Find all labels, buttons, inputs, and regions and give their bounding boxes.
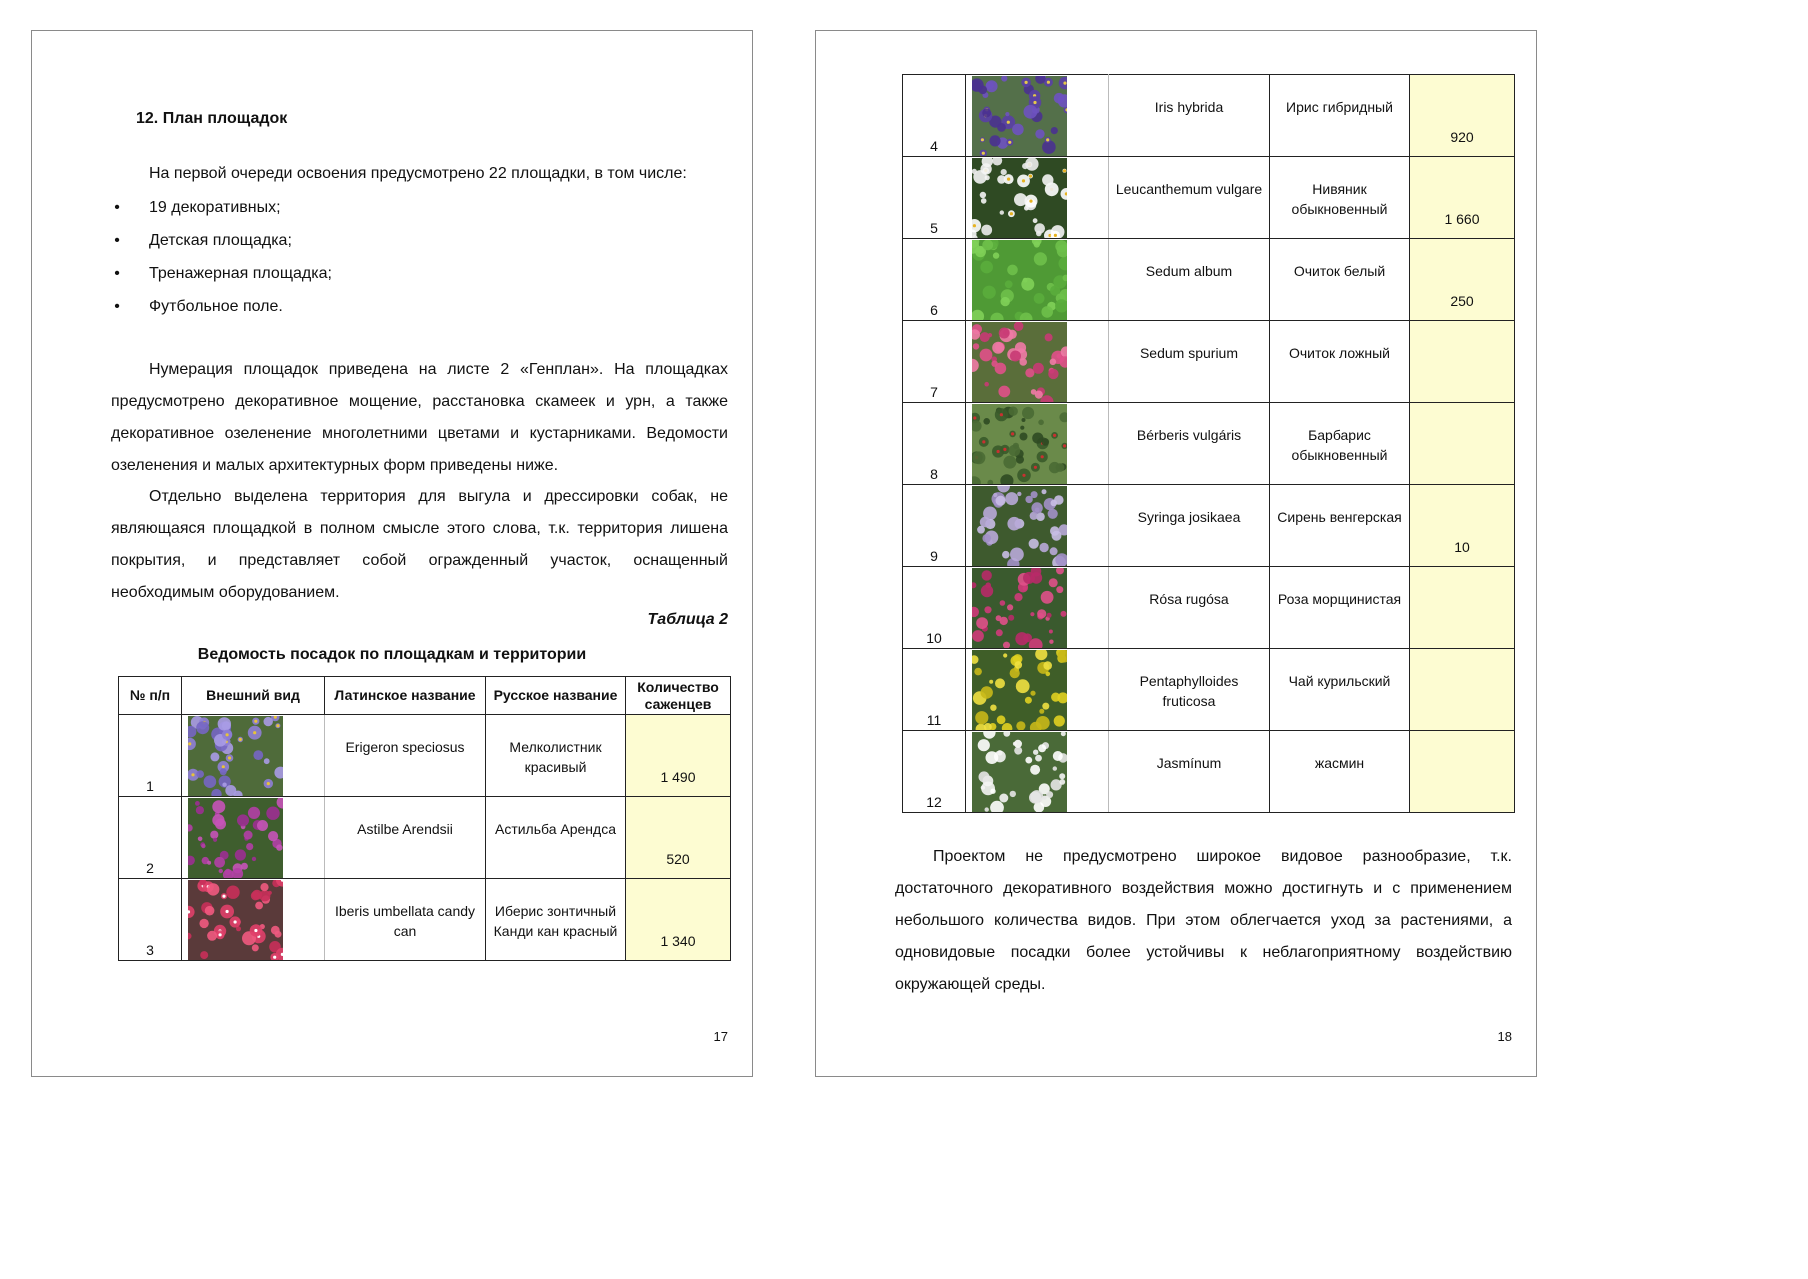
russian-name: Иберис зонтичный Канди кан красный — [486, 879, 626, 961]
table-row — [119, 797, 731, 879]
bullet-icon: • — [114, 232, 120, 249]
conclusion-paragraph: Проектом не предусмотрено широкое видовое разнообразие, т.к. достаточного декоративного воздействия можно достигнуть и с применением небольшого количества видов. При этом облегчается уход за растениями, а одновидовые посадки более устойчивы к неблагоприятному воздействию окружающей среды. — [895, 848, 1512, 993]
bullet-icon: • — [114, 265, 120, 282]
russian-name: Мелколистник красивый — [486, 715, 626, 797]
iris-photo — [972, 76, 1067, 156]
plant-photo-cell — [182, 715, 325, 797]
jasmine-photo — [972, 732, 1067, 812]
russian-name: Сирень венгерская — [1270, 485, 1410, 567]
row-number: 9 — [903, 485, 966, 567]
russian-name: Очиток ложный — [1270, 321, 1410, 403]
document-page-18 — [815, 30, 1537, 1077]
table-row — [119, 879, 731, 961]
quantity-value: 920 — [1450, 129, 1474, 145]
quantity-cell — [1410, 485, 1515, 567]
row-number: 6 — [903, 239, 966, 321]
plant-photo-cell — [966, 649, 1109, 731]
quantity-value: 250 — [1450, 293, 1474, 309]
body-paragraph-1: Нумерация площадок приведена на листе 2 «Генплан». На площадках предусмотрено декоративное мощение, расстановка скамеек и урн, а также декоративное озеленение многолетними цветами и кустарниками. Ведомости озеленения и малых архитектурных форм приведены ниже. — [111, 361, 728, 474]
table-row — [903, 403, 1515, 485]
aster-flowers-photo — [188, 716, 283, 796]
intro-paragraph: На первой очереди освоения предусмотрено 22 площадки, в том числе: — [149, 165, 687, 182]
document-page-17 — [31, 30, 753, 1077]
row-number: 5 — [903, 157, 966, 239]
latin-name: Iberis umbellata candy can — [325, 879, 486, 961]
plant-photo-cell — [966, 157, 1109, 239]
iberis-photo — [188, 880, 283, 960]
plant-photo-cell — [966, 403, 1109, 485]
page-number: 18 — [1497, 1029, 1512, 1044]
quantity-cell — [1410, 75, 1515, 157]
astilbe-photo — [188, 798, 283, 878]
bullet-text: 19 декоративных; — [149, 199, 281, 216]
header-latin: Латинское название — [325, 677, 486, 715]
row-number: 1 — [119, 715, 182, 797]
latin-name: Erigeron speciosus — [325, 715, 486, 797]
latin-name: Syringa josikaea — [1109, 485, 1270, 567]
row-number: 7 — [903, 321, 966, 403]
header-appearance: Внешний вид — [182, 677, 325, 715]
bullet-icon: • — [114, 298, 120, 315]
table-row — [119, 715, 731, 797]
table-row — [903, 731, 1515, 813]
table-row — [903, 485, 1515, 567]
table-header-row — [119, 677, 731, 715]
header-num: № п/п — [119, 677, 182, 715]
sedum-album-photo — [972, 240, 1067, 320]
table-row — [903, 157, 1515, 239]
bullet-list — [111, 191, 332, 323]
table-row — [903, 321, 1515, 403]
quantity-value: 1 490 — [660, 769, 696, 785]
russian-name: Очиток белый — [1270, 239, 1410, 321]
row-number: 11 — [903, 649, 966, 731]
plant-photo-cell — [966, 75, 1109, 157]
russian-name: Астильба Арендса — [486, 797, 626, 879]
quantity-value: 1 340 — [660, 933, 696, 949]
row-number: 10 — [903, 567, 966, 649]
latin-name: Rósa rugósa — [1109, 567, 1270, 649]
lilac-photo — [972, 486, 1067, 566]
plant-photo-cell — [182, 797, 325, 879]
russian-name: Чай курильский — [1270, 649, 1410, 731]
table-title: Ведомость посадок по площадкам и территории — [197, 646, 587, 663]
row-number: 4 — [903, 75, 966, 157]
plant-photo-cell — [966, 485, 1109, 567]
table-row — [903, 567, 1515, 649]
header-russian: Русское название — [486, 677, 626, 715]
bullet-item — [111, 224, 332, 257]
russian-name: Нивяник обыкновенный — [1270, 157, 1410, 239]
bullet-text: Детская площадка; — [149, 232, 292, 249]
table-caption: Таблица 2 — [647, 611, 728, 628]
daisy-photo — [972, 158, 1067, 238]
plant-photo-cell — [966, 567, 1109, 649]
latin-name: Pentaphylloides fruticosa — [1109, 649, 1270, 731]
latin-name: Leucanthemum vulgare — [1109, 157, 1270, 239]
plant-photo-cell — [966, 239, 1109, 321]
quantity-cell — [1410, 649, 1515, 731]
bullet-item — [111, 191, 332, 224]
russian-name: Ирис гибридный — [1270, 75, 1410, 157]
quantity-cell — [1410, 731, 1515, 813]
quantity-cell — [626, 797, 731, 879]
row-number: 8 — [903, 403, 966, 485]
bullet-item — [111, 290, 332, 323]
russian-name: Роза морщинистая — [1270, 567, 1410, 649]
table-row — [903, 75, 1515, 157]
quantity-value: 10 — [1454, 539, 1470, 555]
latin-name: Bérberis vulgáris — [1109, 403, 1270, 485]
potentilla-photo — [972, 650, 1067, 730]
table-row — [903, 649, 1515, 731]
rose-photo — [972, 568, 1067, 648]
latin-name: Sedum album — [1109, 239, 1270, 321]
planting-table-part2 — [902, 74, 1515, 813]
quantity-cell — [1410, 239, 1515, 321]
row-number: 2 — [119, 797, 182, 879]
russian-name: Барбарис обыкновенный — [1270, 403, 1410, 485]
bullet-item — [111, 257, 332, 290]
quantity-value: 1 660 — [1444, 211, 1480, 227]
bullet-text: Футбольное поле. — [149, 298, 283, 315]
header-quantity: Количество саженцев — [626, 677, 731, 715]
quantity-cell — [1410, 403, 1515, 485]
latin-name: Sedum spurium — [1109, 321, 1270, 403]
plant-photo-cell — [966, 321, 1109, 403]
quantity-cell — [1410, 321, 1515, 403]
plant-photo-cell — [182, 879, 325, 961]
russian-name: жасмин — [1270, 731, 1410, 813]
quantity-cell — [626, 715, 731, 797]
barberry-photo — [972, 404, 1067, 484]
bullet-text: Тренажерная площадка; — [149, 265, 332, 282]
planting-table-part1 — [118, 676, 731, 961]
quantity-cell — [626, 879, 731, 961]
plant-photo-cell — [966, 731, 1109, 813]
page-number: 17 — [713, 1029, 728, 1044]
quantity-value: 520 — [666, 851, 690, 867]
table-row — [903, 239, 1515, 321]
latin-name: Astilbe Arendsii — [325, 797, 486, 879]
section-heading: 12. План площадок — [136, 110, 288, 127]
quantity-cell — [1410, 157, 1515, 239]
row-number: 12 — [903, 731, 966, 813]
body-paragraph-2: Отдельно выделена территория для выгула и дрессировки собак, не являющаяся площадкой в полном смысле этого слова, т.к. территория лишена покрытия, и представляет собой огражденный участок, оснащенный необходимым оборудованием. — [111, 488, 728, 601]
row-number: 3 — [119, 879, 182, 961]
latin-name: Jasmínum — [1109, 731, 1270, 813]
latin-name: Iris hybrida — [1109, 75, 1270, 157]
bullet-icon: • — [114, 199, 120, 216]
quantity-cell — [1410, 567, 1515, 649]
sedum-spurium-photo — [972, 322, 1067, 402]
